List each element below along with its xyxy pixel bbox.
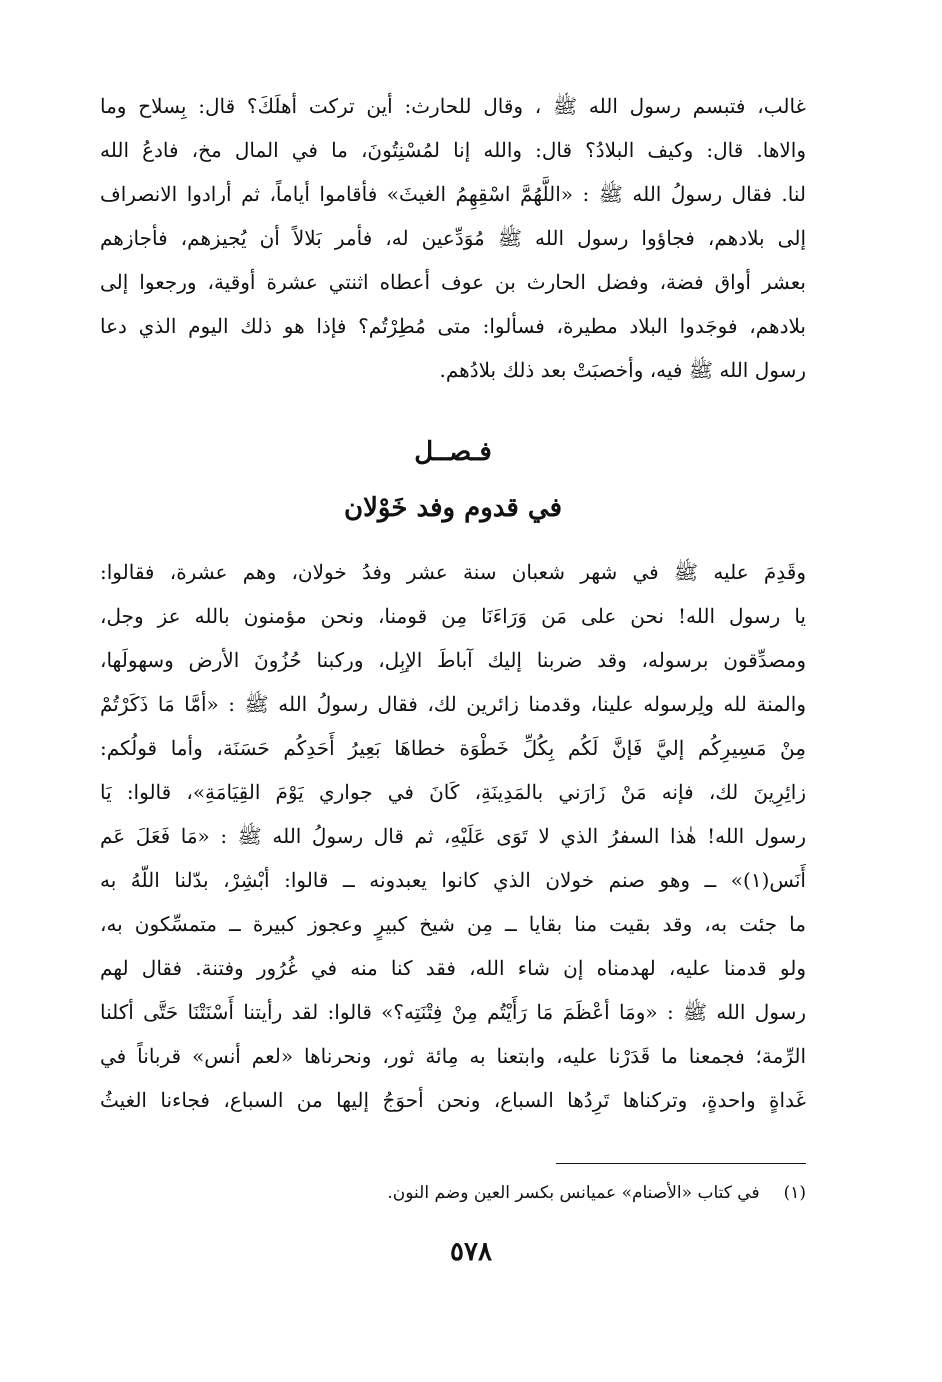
text-line: يا رسول الله! نحن على مَن وَرَاءَنَا مِن قومنا، ونحن مؤمنون بالله عز وجل، (100, 604, 806, 628)
text-line: رسول الله! هٰذا السفرُ الذي لا تَوَى عَلَيْهِ، ثم قال رسولُ الله ﷺ : «مَا فَعَلَ عَم (100, 824, 806, 848)
text-line: ما جئت به، وقد بقيت منا بقايا ــ مِن شيخ كبيرٍ وعجوز كبيرة ــ متمسِّكون به، (100, 912, 806, 936)
paragraph-1 (100, 84, 806, 392)
footnote (100, 1178, 806, 1208)
footnote-text: في كتاب «الأصنام» عميانس بكسر العين وضم النون. (387, 1183, 760, 1203)
text-line: ولو قدمنا عليه، لهدمناه إن شاء الله، فقد كنا منه في غُرُور وفتنة. فقال لهم (100, 956, 806, 980)
text-line: إلى بلادهم، فجاؤوا رسول الله ﷺ مُوَدِّعين له، فأمر بَلالاً أن يُجيزهم، فأجازهم (100, 226, 806, 250)
text-line: وقَدِمَ عليه ﷺ في شهر شعبان سنة عشر وفدُ خولان، وهم عشرة، فقالوا: (100, 560, 806, 584)
footnote-divider (556, 1163, 806, 1164)
text-line: رسول الله ﷺ فيه، وأخصبَتْ بعد ذلك بلادُهم. (439, 358, 806, 382)
text-line: أَنَس(١)» ــ وهو صنم خولان الذي كانوا يعبدونه ــ قالوا: أبْشِرْ، بدّلنا اللّهُ به (100, 868, 806, 892)
footnote-marker: (١) (783, 1183, 806, 1203)
text-line: لنا. فقال رسولُ الله ﷺ : «اللَّهُمَّ اسْقِهِمُ الغيثَ» فأقاموا أياماً، ثم أرادوا الانصراف (100, 182, 806, 206)
text-line: والمنة لله ولِرسوله علينا، وقدمنا زائرين لك، فقال رسولُ الله ﷺ : «أمَّا مَا ذَكَرْتُمْ (100, 692, 806, 716)
paragraph-2 (100, 550, 806, 1122)
text-line: مِنْ مَسِيرِكُم إليَّ فَإنَّ لَكُم بِكُلِّ خَطْوَة خطاهَا بَعِيرُ أَحَدِكُم حَسَنَة، وأما قولُكم: (100, 736, 806, 760)
text-line: والاها. قال: وكيف البلادُ؟ قال: والله إنا لمُسْنِتُونَ، ما في المال مخ، فادعُ الله (100, 138, 806, 162)
section-heading: فـصــل (414, 437, 492, 467)
text-line: ومصدِّقون برسوله، وقد ضربنا إليك آباطَ الإبِل، وركبنا حُزُونَ الأرض وسهولَها، (100, 648, 806, 672)
page-number: ٥٧٨ (450, 1237, 492, 1267)
text-line: غَداةٍ واحدةٍ، وتركناها تَرِدُها السباع، ونحن أحوَجُ إليها من السباع، فجاءنا الغيثُ (100, 1088, 806, 1112)
text-line: بلادهم، فوجَدوا البلاد مطيرة، فسألوا: متى مُطِرْتُم؟ فإذا هو ذلك اليوم الذي دعا (100, 314, 806, 338)
text-line: رسول الله ﷺ : «ومَا أعْظَمَ مَا رَأَيْتُم مِنْ فِتْنَتِه؟» قالوا: لقد رأيتنا أَسْنَتْنَا حَتَّى أكلنا (100, 1000, 806, 1024)
text-line: زائِرِينَ لك، فإنه مَنْ زَارَني بالمَدِينَةِ، كَانَ في جواري يَوْمَ القِيَامَةِ»، قالوا: يَا (100, 780, 806, 804)
text-line: غالب، فتبسم رسول الله ﷺ ، وقال للحارث: أين تركت أهلَكَ؟ قال: بِسلاح وما (100, 94, 806, 118)
section-subheading: في قدوم وفد خَوْلان (343, 493, 563, 523)
text-line: الرِّمة؛ فجمعنا ما قَدَرْنا عليه، وابتعنا به مِائة ثور، ونحرناها «لعم أنس» قرباناً في (100, 1044, 806, 1068)
text-line: بعشر أواق فضة، وفضل الحارث بن عوف أعطاه اثنتي عشرة أوقية، ورجعوا إلى (100, 270, 806, 294)
